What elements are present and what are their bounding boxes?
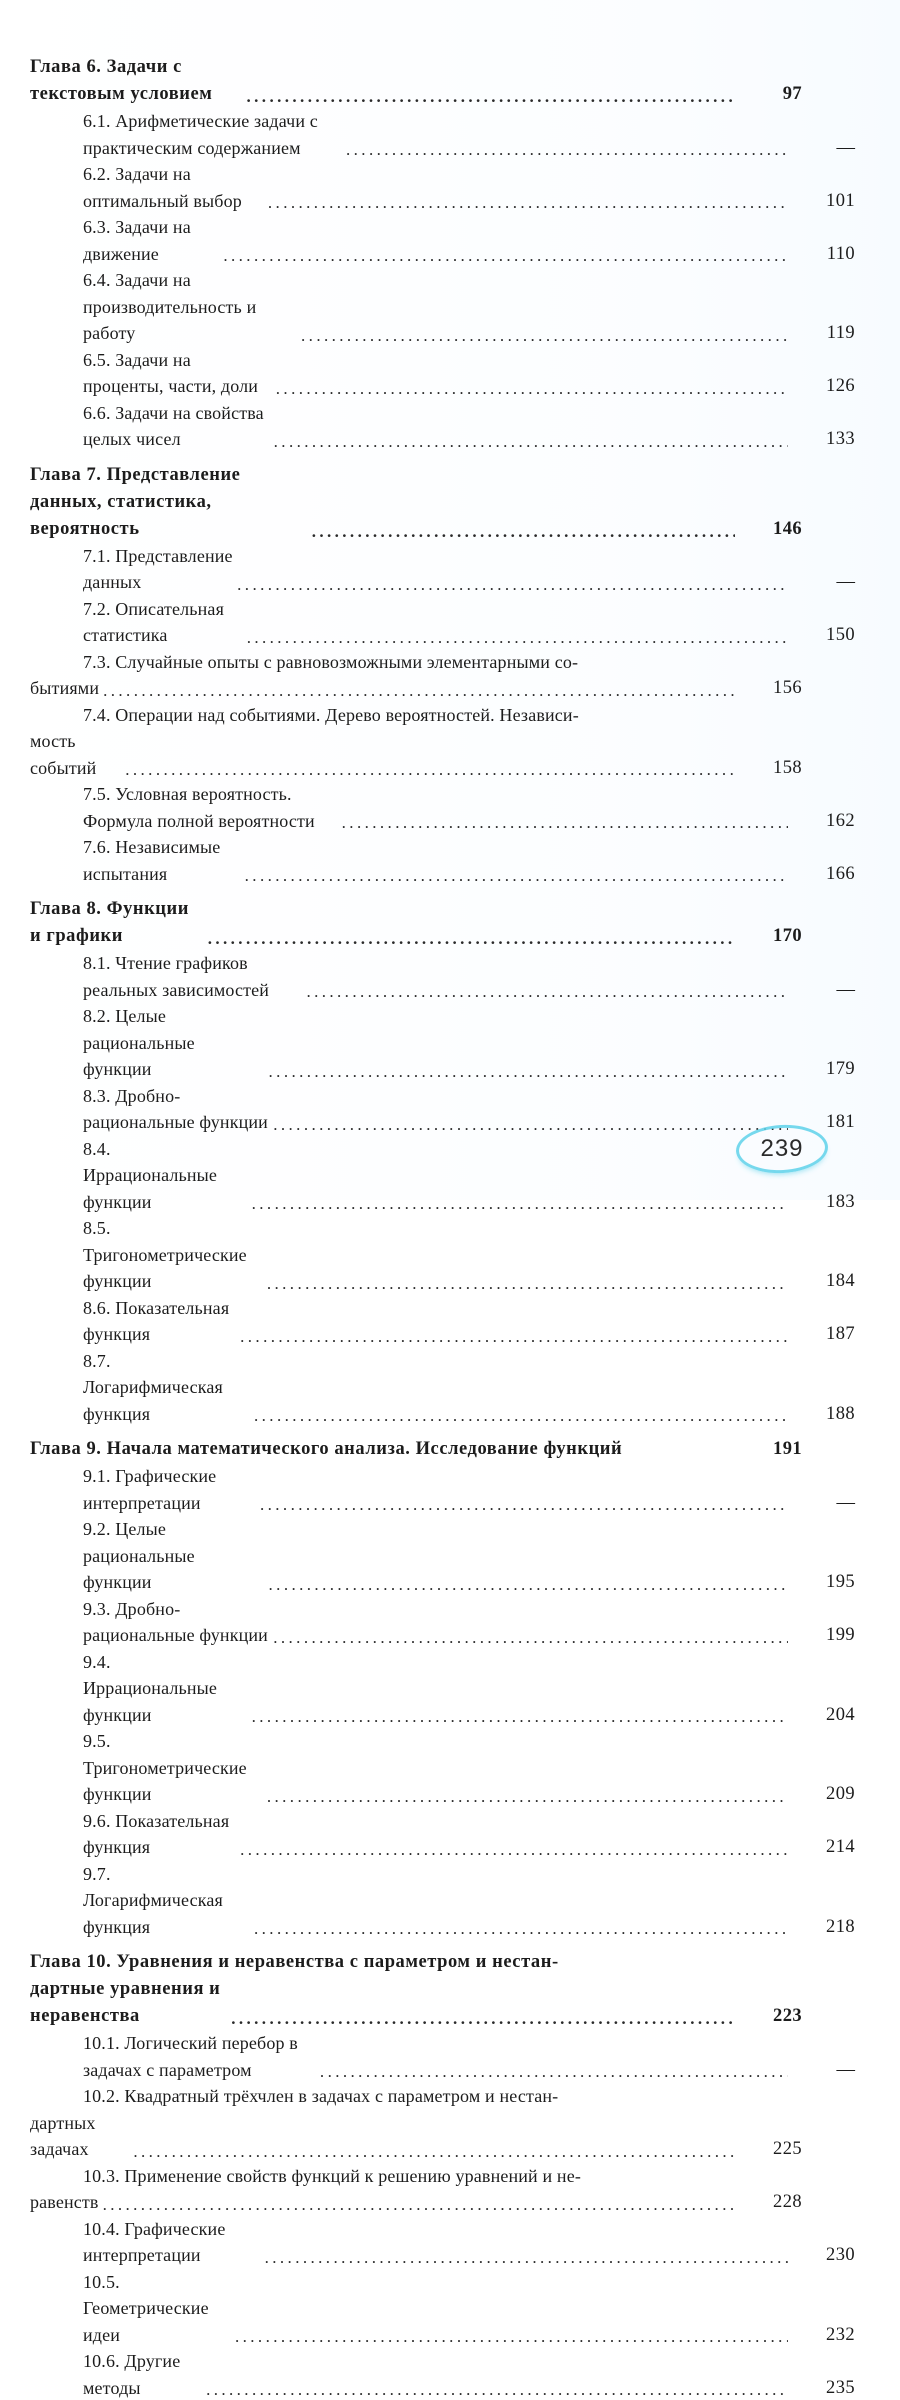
leader-dots bbox=[247, 88, 736, 105]
entry-page-number: 146 bbox=[738, 516, 802, 543]
entry-page-number: 228 bbox=[738, 2189, 802, 2216]
entry-page-number: 133 bbox=[791, 426, 855, 453]
entry-page-number: 101 bbox=[791, 188, 855, 215]
table-of-contents bbox=[30, 54, 802, 2400]
entry-page-number: 195 bbox=[791, 1569, 855, 1596]
leader-dots bbox=[267, 1275, 788, 1292]
leader-dots bbox=[312, 523, 735, 540]
section-entry[interactable] bbox=[30, 950, 855, 1003]
entry-page-number: 150 bbox=[791, 622, 855, 649]
entry-page-number: 97 bbox=[738, 81, 802, 108]
section-entry[interactable] bbox=[30, 675, 802, 702]
section-title: 9.3. Дробно-рациональные функции bbox=[83, 1596, 269, 1649]
leader-dots bbox=[301, 327, 788, 344]
leader-dots bbox=[223, 247, 788, 264]
section-entry[interactable] bbox=[30, 596, 855, 649]
chapter-entry[interactable] bbox=[30, 462, 802, 543]
section-title: мость событий bbox=[30, 728, 121, 781]
section-title: 6.2. Задачи на оптимальный выбор bbox=[83, 161, 264, 214]
section-title: 7.6. Независимые испытания bbox=[83, 834, 241, 887]
leader-dots bbox=[235, 2328, 788, 2345]
section-title: 6.1. Арифметические задачи с практическим содержанием bbox=[83, 108, 342, 161]
leader-dots bbox=[342, 814, 788, 831]
section-entry[interactable] bbox=[30, 1083, 855, 1136]
section-title: дартных задачах bbox=[30, 2110, 129, 2163]
entry-page-number: 126 bbox=[791, 373, 855, 400]
section-title: 6.6. Задачи на свойства целых чисел bbox=[83, 400, 270, 453]
leader-dots bbox=[103, 682, 735, 699]
section-title: равенств bbox=[30, 2189, 99, 2216]
entry-page-number: 158 bbox=[738, 755, 802, 782]
chapter-title: Глава 9. Начала математического анализа. Исследование функций bbox=[30, 1436, 622, 1463]
section-title-line: 10.3. Применение свойств функций к решению уравнений и не- bbox=[83, 2163, 802, 2190]
leader-dots bbox=[273, 1116, 788, 1133]
section-title: 7.5. Условная вероятность. Формула полной вероятности bbox=[83, 781, 338, 834]
section-title: 8.6. Показательная функция bbox=[83, 1295, 236, 1348]
leader-dots bbox=[306, 983, 788, 1000]
leader-dots bbox=[346, 141, 788, 158]
leader-dots bbox=[269, 1576, 788, 1593]
section-title: 9.7. Логарифмическая функция bbox=[83, 1861, 250, 1941]
leader-dots bbox=[267, 1788, 788, 1805]
leader-dots bbox=[240, 1328, 788, 1345]
section-entry[interactable] bbox=[30, 1649, 855, 1729]
leader-dots bbox=[273, 1629, 788, 1646]
chapter-title-line: Глава 10. Уравнения и неравенства с параметром и нестан- bbox=[30, 1949, 802, 1976]
section-entry[interactable] bbox=[30, 1215, 855, 1295]
entry-page-number: 119 bbox=[791, 320, 855, 347]
section-entry[interactable] bbox=[30, 214, 855, 267]
entry-page-number: 191 bbox=[738, 1436, 802, 1463]
entry-page-number: — bbox=[791, 2057, 855, 2084]
section-title: 9.1. Графические интерпретации bbox=[83, 1463, 256, 1516]
leader-dots bbox=[103, 2196, 735, 2213]
leader-dots bbox=[252, 1708, 788, 1725]
section-entry[interactable] bbox=[30, 1516, 855, 1596]
leader-dots bbox=[254, 1920, 788, 1937]
leader-dots bbox=[268, 194, 788, 211]
chapter-entry[interactable] bbox=[30, 1976, 802, 2030]
section-entry[interactable] bbox=[30, 2216, 855, 2269]
section-entry[interactable] bbox=[30, 2348, 855, 2400]
entry-page-number: 156 bbox=[738, 675, 802, 702]
section-entry[interactable] bbox=[30, 1003, 855, 1083]
section-title: 6.4. Задачи на производительность и работу bbox=[83, 267, 297, 347]
leader-dots bbox=[252, 1195, 788, 1212]
entry-page-number: 181 bbox=[791, 1109, 855, 1136]
leader-dots bbox=[206, 2381, 788, 2398]
chapter-entry[interactable] bbox=[30, 896, 802, 950]
chapter-title: дартные уравнения и неравенства bbox=[30, 1976, 227, 2030]
folio-page-number bbox=[736, 1125, 828, 1173]
section-title: 8.1. Чтение графиков реальных зависимостей bbox=[83, 950, 302, 1003]
section-entry[interactable] bbox=[30, 1728, 855, 1808]
leader-dots bbox=[247, 629, 788, 646]
entry-page-number: 162 bbox=[791, 808, 855, 835]
section-title: 6.5. Задачи на проценты, части, доли bbox=[83, 347, 272, 400]
section-entry[interactable] bbox=[30, 1295, 855, 1348]
leader-dots bbox=[265, 2249, 788, 2266]
section-entry[interactable] bbox=[30, 108, 855, 161]
entry-page-number: 214 bbox=[791, 1834, 855, 1861]
leader-dots bbox=[260, 1496, 788, 1513]
section-title: 10.4. Графические интерпретации bbox=[83, 2216, 261, 2269]
section-title: 8.5. Тригонометрические функции bbox=[83, 1215, 263, 1295]
chapter-title: Глава 6. Задачи с текстовым условием bbox=[30, 54, 243, 108]
entry-page-number: — bbox=[791, 135, 855, 162]
leader-dots bbox=[269, 1063, 788, 1080]
section-entry[interactable] bbox=[30, 781, 855, 834]
section-entry[interactable] bbox=[30, 400, 855, 453]
section-title-line: 7.4. Операции над событиями. Дерево вероятностей. Независи- bbox=[83, 702, 802, 729]
section-entry[interactable] bbox=[30, 834, 855, 887]
section-title-line: 7.3. Случайные опыты с равновозможными элементарными со- bbox=[83, 649, 802, 676]
entry-page-number: 183 bbox=[791, 1189, 855, 1216]
section-entry[interactable] bbox=[30, 1596, 855, 1649]
section-entry[interactable] bbox=[30, 1136, 855, 1216]
entry-page-number: 184 bbox=[791, 1268, 855, 1295]
entry-page-number: 204 bbox=[791, 1702, 855, 1729]
leader-dots bbox=[245, 867, 788, 884]
chapter-entry[interactable] bbox=[30, 1436, 802, 1463]
entry-page-number: 225 bbox=[738, 2136, 802, 2163]
entry-page-number: 166 bbox=[791, 861, 855, 888]
entry-page-number: — bbox=[791, 569, 855, 596]
section-entry[interactable] bbox=[30, 1463, 855, 1516]
section-title: 8.3. Дробно-рациональные функции bbox=[83, 1083, 269, 1136]
section-title-line: 10.2. Квадратный трёхчлен в задачах с параметром и нестан- bbox=[83, 2083, 802, 2110]
section-title: 8.7. Логарифмическая функция bbox=[83, 1348, 250, 1428]
entry-page-number: 110 bbox=[791, 241, 855, 268]
entry-page-number: 199 bbox=[791, 1622, 855, 1649]
folio-number: 239 bbox=[760, 1135, 803, 1163]
entry-page-number: 232 bbox=[791, 2322, 855, 2349]
entry-page-number: 209 bbox=[791, 1781, 855, 1808]
leader-dots bbox=[237, 576, 788, 593]
entry-page-number: 170 bbox=[738, 923, 802, 950]
section-entry[interactable] bbox=[30, 267, 855, 347]
section-title: 10.6. Другие методы bbox=[83, 2348, 202, 2400]
section-entry[interactable] bbox=[30, 2189, 802, 2216]
entry-page-number: — bbox=[791, 1490, 855, 1517]
chapter-entry[interactable] bbox=[30, 54, 802, 108]
section-entry[interactable] bbox=[30, 2269, 855, 2349]
entry-page-number: 187 bbox=[791, 1321, 855, 1348]
entry-page-number: 188 bbox=[791, 1401, 855, 1428]
entry-page-number: 218 bbox=[791, 1914, 855, 1941]
section-entry[interactable] bbox=[30, 1348, 855, 1428]
section-title: 6.3. Задачи на движение bbox=[83, 214, 219, 267]
section-title: 7.1. Представление данных bbox=[83, 543, 233, 596]
chapter-title: Глава 8. Функции и графики bbox=[30, 896, 204, 950]
section-title: бытиями bbox=[30, 675, 99, 702]
section-title: 8.4. Иррациональные функции bbox=[83, 1136, 248, 1216]
leader-dots bbox=[133, 2143, 735, 2160]
section-title: 7.2. Описательная статистика bbox=[83, 596, 243, 649]
section-entry[interactable] bbox=[30, 1808, 855, 1861]
section-title: 9.4. Иррациональные функции bbox=[83, 1649, 248, 1729]
chapter-title: Глава 7. Представление данных, статистика, вероятность bbox=[30, 462, 308, 543]
leader-dots bbox=[125, 761, 735, 778]
section-entry[interactable] bbox=[30, 161, 855, 214]
section-entry[interactable] bbox=[30, 2030, 855, 2083]
section-entry[interactable] bbox=[30, 2110, 802, 2163]
section-entry[interactable] bbox=[30, 347, 855, 400]
entry-page-number: 235 bbox=[791, 2375, 855, 2400]
section-entry[interactable] bbox=[30, 728, 802, 781]
section-title: 10.5. Геометрические идеи bbox=[83, 2269, 231, 2349]
leader-dots bbox=[320, 2063, 788, 2080]
section-title: 10.1. Логический перебор в задачах с параметром bbox=[83, 2030, 316, 2083]
section-title: 9.2. Целые рациональные функции bbox=[83, 1516, 265, 1596]
leader-dots bbox=[254, 1407, 788, 1424]
leader-dots bbox=[276, 380, 788, 397]
entry-page-number: 179 bbox=[791, 1056, 855, 1083]
section-title: 8.2. Целые рациональные функции bbox=[83, 1003, 265, 1083]
leader-dots bbox=[231, 2010, 735, 2027]
section-entry[interactable] bbox=[30, 1861, 855, 1941]
section-title: 9.5. Тригонометрические функции bbox=[83, 1728, 263, 1808]
leader-dots bbox=[274, 433, 788, 450]
section-title: 9.6. Показательная функция bbox=[83, 1808, 236, 1861]
section-entry[interactable] bbox=[30, 543, 855, 596]
leader-dots bbox=[240, 1841, 788, 1858]
entry-page-number: 223 bbox=[738, 2003, 802, 2030]
entry-page-number: 230 bbox=[791, 2242, 855, 2269]
leader-dots bbox=[208, 930, 735, 947]
entry-page-number: — bbox=[791, 977, 855, 1004]
